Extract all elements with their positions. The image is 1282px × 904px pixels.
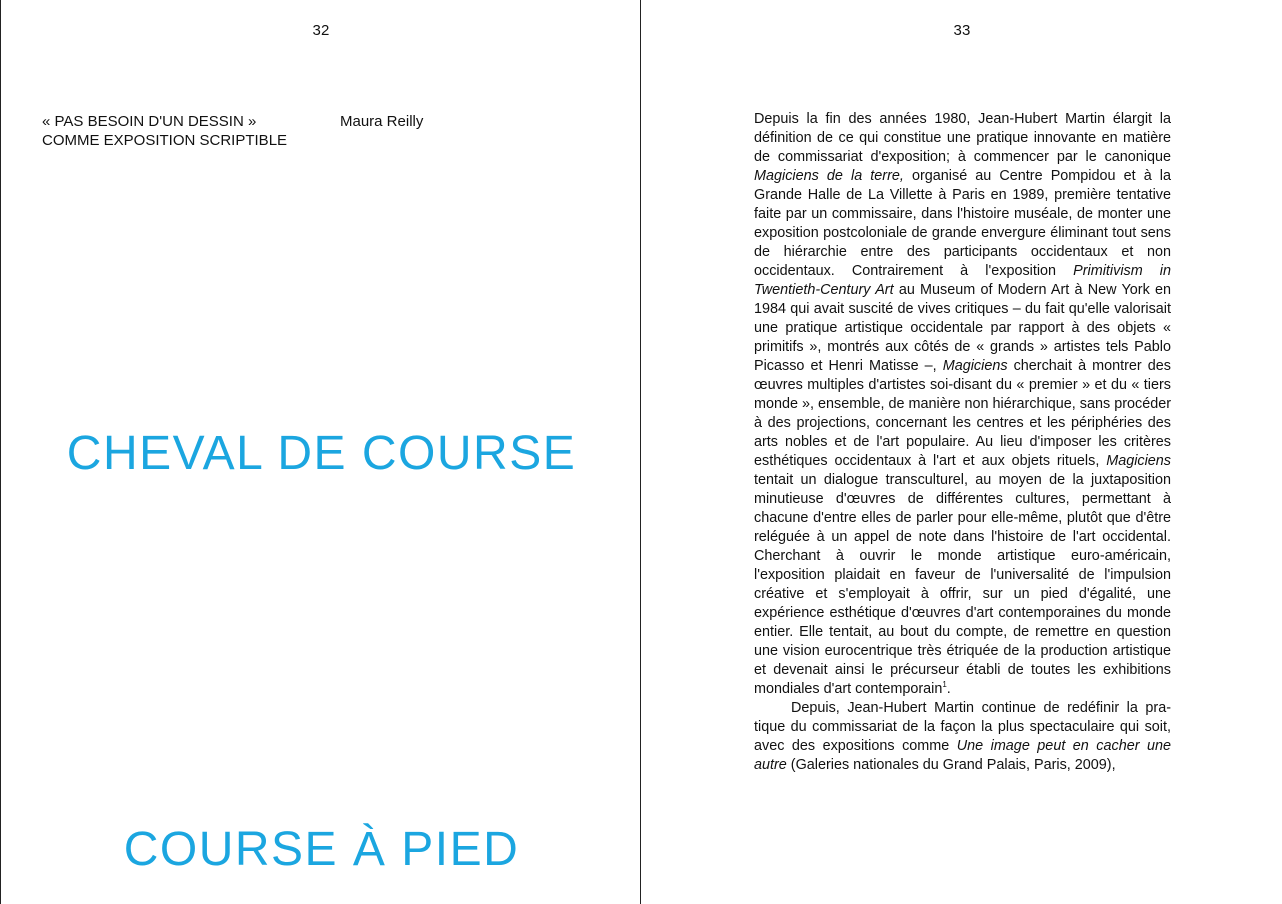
footnote-marker[interactable]: 1 — [942, 680, 947, 690]
paragraph-1-italic-4: Magiciens — [1106, 453, 1171, 469]
paragraph-1-text-5: tentait un dialogue transculturel, au moyen de la juxtaposition minutieuse d'œuvres de différentes cultures, permettant à chacune d'entre elles de parler pour elle-même, plutôt que d'être reléguée à un appel de note dans l'histoire de l'art occidental. Cherchant à ouvrir le monde artistique euro-américain, l'exposition plaidait en faveur de l'universalité de l'impulsion créative et s'employait à offrir, sur un pied d'égalité, une expérience esthétique d'œuvres d'art contemporaines du monde entier. Elle tentait, au bout du compte, de remettre en question une vision eurocentrique très étriquée de la production artistique et devenait ainsi le précurseur établi de toutes les exhibitions mondiales d'art contemporain — [754, 472, 1171, 697]
paragraph-1-text-3: au Museum of Modern Art à New York en 1984 qui avait suscité de vives critiques – du fait qu'elle valorisait une pratique artistique occidentale par rapport à des objets « primitifs », montrés aux côtés de « grands » artistes tels Pablo Picasso et Henri Matisse –, — [754, 282, 1171, 374]
paragraph-1-italic-2: Primitivism in Twentieth-Century Art — [754, 263, 1172, 298]
paragraph-1-text-6: . — [946, 681, 951, 697]
paragraph-2 — [754, 699, 1171, 775]
author-name: Maura Reilly — [340, 113, 424, 130]
right-page — [642, 0, 1282, 904]
essay-title — [42, 112, 287, 150]
heading-cheval-de-course: CHEVAL DE COURSE — [66, 427, 577, 480]
page-gutter-line — [640, 0, 641, 904]
paragraph-1-italic-3: Magiciens — [942, 358, 1008, 374]
heading-course-a-pied: COURSE À PIED — [123, 823, 520, 876]
paragraph-1-text-1: Depuis la fin des années 1980, Jean-Hubert Martin élargit la définition de ce qui constitue une pratique innovante en matière de commissariat d'exposition; à commencer par le canonique — [754, 111, 1171, 165]
paragraph-1-text-4: cherchait à montrer des œuvres multiples d'artistes soi-disant du « premier » et du « tiers monde », ensemble, de manière non hiérarchique, sans procéder à des projections, concernant les centres et les périphéries des arts nobles et de l'art populaire. Au lieu d'imposer les critères esthétiques occidentaux à l'art et aux objets rituels, — [754, 358, 1172, 469]
page-number-left: 32 — [312, 22, 330, 39]
essay-title-line-2: COMME EXPOSITION SCRIPTIBLE — [42, 132, 288, 149]
paragraph-1-text-2: organisé au Centre Pompidou et à la Grande Halle de La Villette à Paris en 1989, première tentative faite par un commissaire, dans l'histoire muséale, de monter une exposition postcoloniale de grande envergure éliminant tout sens de hiérarchie entre des participants occidentaux et non occidentaux. Contrairement à l'exposition — [754, 168, 1171, 279]
paragraph-1-italic-1: Magiciens de la terre, — [754, 168, 904, 184]
essay-title-line-1: « PAS BESOIN D'UN DESSIN » — [42, 113, 257, 130]
paragraph-2-text-1: Depuis, Jean-Hubert Martin continue de redéfinir la pratique du commissariat de la façon la plus spectaculaire qui soit, avec des expositions comme — [754, 700, 1171, 754]
page-number-right: 33 — [953, 22, 971, 39]
body-text — [754, 110, 1171, 775]
paragraph-1 — [754, 110, 1171, 699]
paragraph-2-italic-1: Une image peut en cacher une autre — [754, 738, 1171, 773]
paragraph-2-text-2: (Galeries nationales du Grand Palais, Paris, 2009), — [786, 757, 1116, 773]
